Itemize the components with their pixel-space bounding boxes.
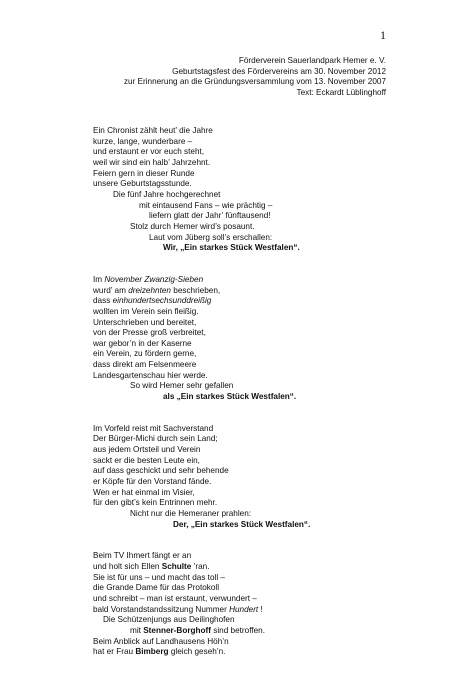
poem-line: auf dass geschickt und sehr behende <box>93 466 229 476</box>
text-span: bald Vorstandstandssitzung Nummer <box>93 604 230 614</box>
bold-name: Bimberg <box>135 647 169 657</box>
poem-line: kurze, lange, wunderbare – <box>93 136 193 146</box>
document-header <box>124 56 386 98</box>
poem-line: mit eintausend Fans – wie prächtig – <box>139 200 273 210</box>
poem-refrain <box>93 392 393 403</box>
poem-line: Der Bürger-Michi durch sein Land; <box>93 434 218 444</box>
poem-line: Die fünf Jahre hochgerechnet <box>113 189 221 199</box>
poem-refrain <box>93 520 393 531</box>
poem-line: weil wir sind ein halb’ Jahrzehnt. <box>93 157 211 167</box>
stanza-1 <box>93 126 393 254</box>
poem-line: die Grande Dame für das Protokoll <box>93 583 220 593</box>
poem-line: Laut vom Jüberg soll’s erschallen: <box>149 232 273 242</box>
refrain-text: als „Ein starkes Stück Westfalen“. <box>163 392 297 402</box>
text-span: wurd’ am <box>93 285 129 295</box>
poem-line <box>93 605 393 616</box>
poem-line: Wen er hat einmal im Visier, <box>93 487 195 497</box>
poem-line: Ein Chronist zählt heut’ die Jahre <box>93 126 213 135</box>
refrain-text: Wir, „Ein starkes Stück Westfalen“. <box>163 243 300 253</box>
poem-line: wollten im Verein sein fleißig. <box>93 306 199 316</box>
poem-line: Nicht nur die Hemeraner prahlen: <box>130 509 252 518</box>
poem-line: Sie ist für uns – und macht das toll – <box>93 572 225 582</box>
poem-line: Feiern gern in dieser Runde <box>93 168 195 178</box>
poem-line: Im Vorfeld reist mit Sachverstand <box>93 423 214 433</box>
page-number: 1 <box>380 28 386 42</box>
refrain-text: Der, „Ein starkes Stück Westfalen“. <box>173 519 311 529</box>
poem-line <box>93 275 393 286</box>
header-line: Text: Eckardt Lüblinghoff <box>296 87 386 97</box>
poem-line: sackt er die besten Leute ein, <box>93 455 200 465</box>
stanza-4 <box>93 551 393 658</box>
poem-line: Landesgartenschau hier werde. <box>93 370 208 380</box>
text-span: ! <box>258 604 263 614</box>
poem-line: ein Verein, zu fördern gerne, <box>93 349 197 359</box>
poem-line: aus jedem Ortsteil und Verein <box>93 445 201 455</box>
poem-line: war gebor’n in der Kaserne <box>93 338 192 348</box>
bold-name: Stenner-Borghoff <box>143 625 211 635</box>
poem-line <box>93 647 393 658</box>
text-span: und holt sich Ellen <box>93 561 162 571</box>
header-line: Förderverein Sauerlandpark Hemer e. V. <box>238 56 386 65</box>
poem-line: Die Schützenjungs aus Deilinghofen <box>103 615 235 625</box>
header-line: zur Erinnerung an die Gründungsversammlung vom 13. November 2007 <box>123 77 386 87</box>
header-line: Geburtstagsfest des Fördervereins am 30. November 2012 <box>172 66 386 76</box>
poem-line <box>93 296 393 307</box>
text-span: Im <box>93 274 105 284</box>
italic-span: Hundert <box>229 604 259 614</box>
stanza-3 <box>93 424 393 531</box>
text-span: mit <box>130 625 144 635</box>
poem-line: von der Presse groß verbreitet, <box>93 328 206 338</box>
poem-line: Unterschrieben und bereitet, <box>93 317 197 327</box>
poem-line: und erstaunt er vor euch steht, <box>93 147 205 157</box>
bold-name: Schulte <box>161 561 192 571</box>
poem-line: Beim TV Ihmert fängt er an <box>93 551 192 561</box>
poem-line: für den gibt’s kein Entrinnen mehr. <box>93 498 218 508</box>
poem-line: So wird Hemer sehr gefallen <box>130 381 234 391</box>
text-span: beschrieben, <box>170 285 221 295</box>
italic-span: einhundertsechsunddreißig <box>112 296 212 306</box>
italic-span: dreizehnten <box>128 285 171 295</box>
poem-line: liefern glatt der Jahr’ fünftausend! <box>149 211 271 221</box>
text-span: dass <box>93 296 113 306</box>
poem-line: Beim Anblick auf Landhausens Höh’n <box>93 636 229 646</box>
poem-line: und schreibt – man ist erstaunt, verwundert – <box>93 593 257 603</box>
poem-line <box>93 626 393 637</box>
poem-line: unsere Geburtstagsstunde. <box>93 179 192 189</box>
poem-line: er Köpfe für den Vorstand fände. <box>93 477 212 487</box>
text-span: sind betroffen. <box>210 625 265 635</box>
poem-line <box>93 286 393 297</box>
text-span: hat er Frau <box>93 647 136 657</box>
text-span: gleich geseh’n. <box>168 647 226 657</box>
poem-line: Stolz durch Hemer wird’s posaunt. <box>130 221 255 231</box>
poem <box>93 126 393 679</box>
poem-line: dass direkt am Felsenmeere <box>93 360 197 370</box>
poem-line <box>93 562 393 573</box>
stanza-2 <box>93 275 393 403</box>
poem-refrain <box>93 243 393 254</box>
text-span: ’ran. <box>191 561 210 571</box>
italic-span: November Zwanzig-Sieben <box>104 274 204 284</box>
